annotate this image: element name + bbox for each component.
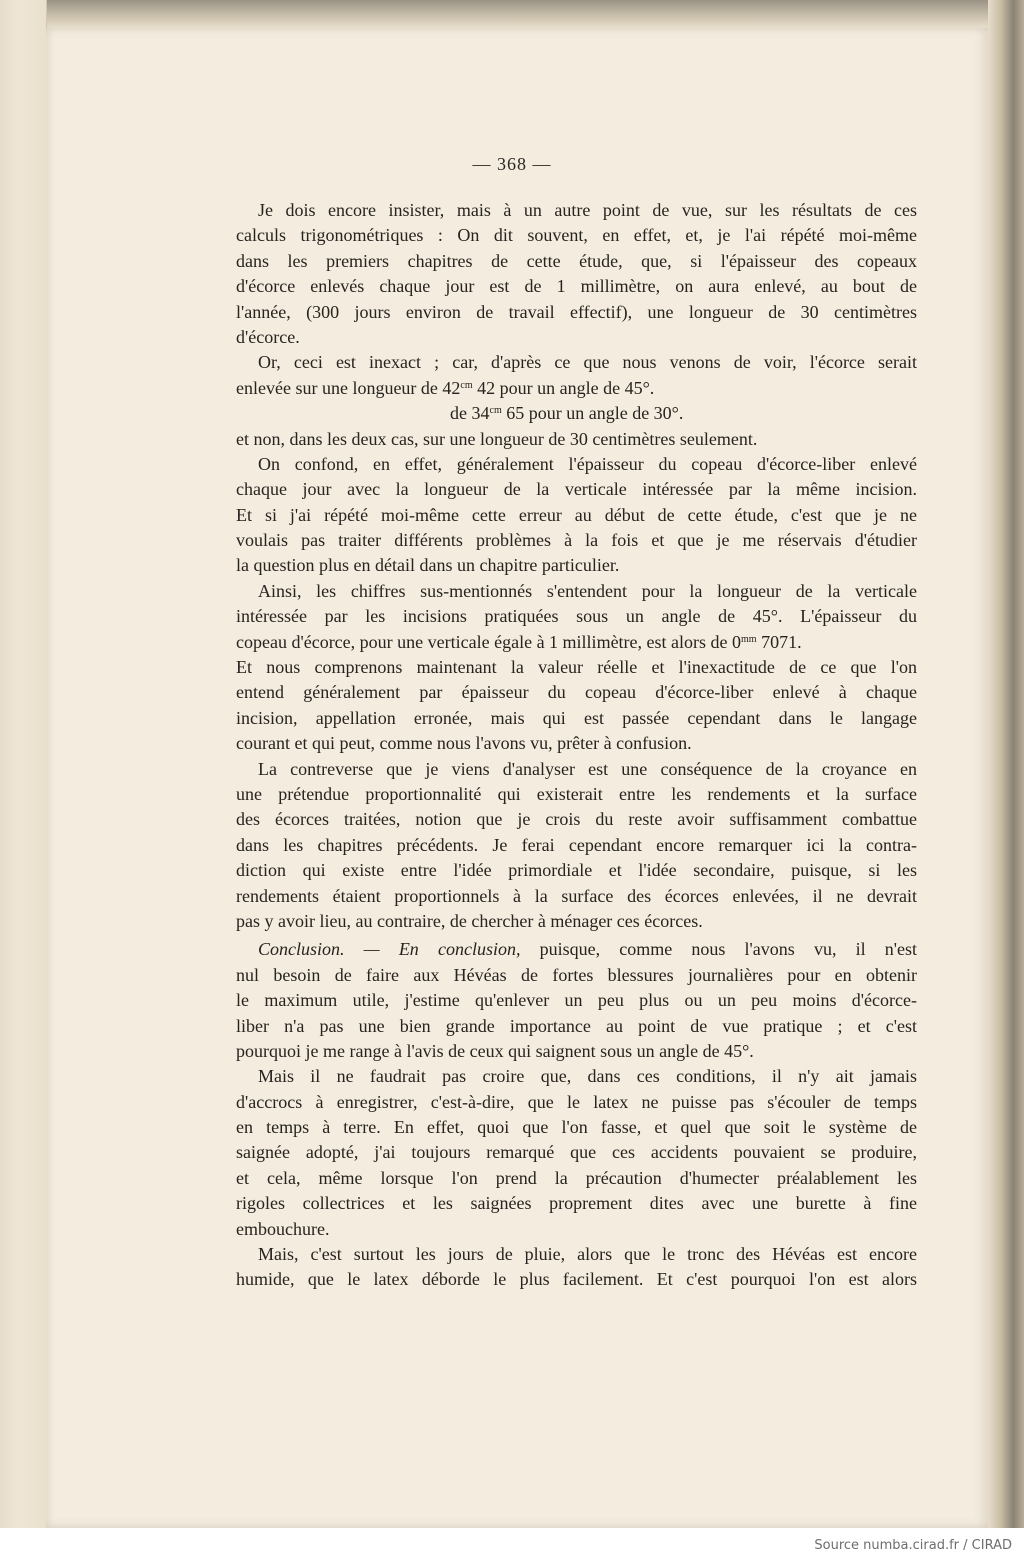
formula-text: copeau d'écorce, pour une verticale égale à 1 millimètre, est alors de 0 [236,631,742,652]
text-line: Et si j'ai répété moi-même cette erreur au début de cette étude, c'est que je ne [236,504,917,525]
text-line: saignée adopté, j'ai toujours remarqué que ces accidents pouvaient se produire, [236,1142,917,1163]
paragraph-5 [236,757,917,935]
page-body-text [236,198,917,1293]
formula-text: de 34 [450,403,490,424]
text-line: d'accrocs à enregistrer, c'est-à-dire, que le latex ne puisse pas s'écouler de temps [236,1091,917,1112]
text-line: et non, dans les deux cas, sur une longueur de 30 centimètres seulement. [236,428,758,449]
section-heading-conclusion: Conclusion. — En conclusion, [258,939,521,960]
text-line: Je dois encore insister, mais à un autre point de vue, sur les résultats de ces [258,200,917,220]
text-line: On confond, en effet, généralement l'épaisseur du copeau d'écorce-liber enlevé [258,453,917,474]
paragraph-3 [236,452,917,579]
text-line: intéressée par les incisions pratiquées sous un angle de 45°. L'épaisseur du [236,606,917,627]
text-line: en temps à terre. En effet, quoi que l'on fasse, et quel que soit le système de [236,1117,917,1138]
paragraph-1 [236,198,917,350]
text-line: voulais pas traiter différents problèmes à la fois et que je me réservais d'étudier [236,530,917,551]
book-top-edge [0,0,1024,30]
book-left-edge [0,0,47,1528]
unit-superscript: cm [460,379,473,391]
text-line: Or, ceci est inexact ; car, d'après ce que nous venons de voir, l'écorce serait [258,352,917,373]
text-line: une prétendue proportionnalité qui existerait entre les rendements et la surface [236,783,917,804]
text-line: entend généralement par épaisseur du copeau d'écorce-liber enlevé à chaque [236,682,917,703]
text-line: pas y avoir lieu, au contraire, de chercher à ménager ces écorces. [236,910,703,931]
unit-superscript: cm [489,405,502,417]
text-line: La contreverse que je viens d'analyser est une conséquence de la croyance en [258,758,917,779]
text-line: dans les premiers chapitres de cette étude, que, si l'épaisseur des copeaux [236,250,917,271]
text-line: nul besoin de faire aux Hévéas de fortes blessures journalières pour en obtenir [236,964,917,985]
text-line: humide, que le latex déborde le plus facilement. Et c'est pourquoi l'on est alors [236,1269,917,1290]
paragraph-conclusion [236,937,917,1064]
book-right-edge [988,0,1024,1528]
formula-line-45 [236,376,917,401]
text-line: Ainsi, les chiffres sus-mentionnés s'entendent pour la longueur de la verticale [258,580,917,601]
source-credit: Source numba.cirad.fr / CIRAD [814,1538,1012,1553]
text-line: la question plus en détail dans un chapitre particulier. [236,555,620,576]
text-line: liber n'a pas une bien grande importance au point de vue pratique ; et c'est [236,1015,917,1036]
text-line: des écorces traitées, notion que je crois du reste avoir suffisamment combattue [236,809,917,830]
text-line: et cela, même lorsque l'on prend la précaution d'humecter préalablement les [236,1167,917,1188]
text-line: dans les chapitres précédents. Je ferai cependant encore remarquer ici la contra- [236,834,917,855]
text-line: diction qui existe entre l'idée primordiale et l'idée secondaire, puisque, si les [236,860,917,881]
text-line: chaque jour avec la longueur de la verticale intéressée par la même incision. [236,479,917,500]
text-line: embouchure. [236,1218,330,1239]
formula-text: 65 pour un angle de 30°. [501,403,684,424]
paragraph-8 [236,1242,917,1293]
text-line: calculs trigonométriques : On dit souvent, en effet, et, je l'ai répété moi-même [236,225,917,246]
formula-line-30 [236,401,917,426]
paragraph-7 [236,1064,917,1242]
text-line: Et nous comprenons maintenant la valeur réelle et l'inexactitude de ce que l'on [236,657,917,678]
text-line: courant et qui peut, comme nous l'avons vu, prêter à confusion. [236,733,692,754]
text-line: le maximum utile, j'estime qu'enlever un peu plus ou un peu moins d'écorce- [236,990,917,1011]
text-line: incision, appellation erronée, mais qui est passée cependant dans le langage [236,707,917,728]
paragraph-4 [236,579,917,757]
formula-line-mm [236,630,917,655]
text-line [236,937,917,962]
text-line: pourquoi je me range à l'avis de ceux qui saignent sous un angle de 45°. [236,1040,754,1061]
text-line: rigoles collectrices et les saignées proprement dites avec une burette à fine [236,1193,917,1214]
text-line: l'année, (300 jours environ de travail effectif), une longueur de 30 centimètres [236,301,917,322]
formula-text: enlevée sur une longueur de 42 [236,377,461,398]
text-line: rendements étaient proportionnels à la surface des écorces enlevées, il ne devrait [236,885,917,906]
text-line: d'écorce. [236,326,300,347]
text-line: d'écorce enlevés chaque jour est de 1 millimètre, on aura enlevé, au bout de [236,276,917,297]
text-fragment: puisque, comme nous l'avons vu, il n'est [520,939,917,960]
unit-superscript: mm [741,633,757,645]
paragraph-2 [236,350,917,452]
formula-text: 7071. [756,631,802,652]
text-line: Mais il ne faudrait pas croire que, dans ces conditions, il n'y ait jamais [258,1066,917,1087]
formula-text: 42 pour un angle de 45°. [472,377,655,398]
page-number: — 368 — [472,154,552,174]
text-line: Mais, c'est surtout les jours de pluie, alors que le tronc des Hévéas est encore [258,1244,917,1265]
